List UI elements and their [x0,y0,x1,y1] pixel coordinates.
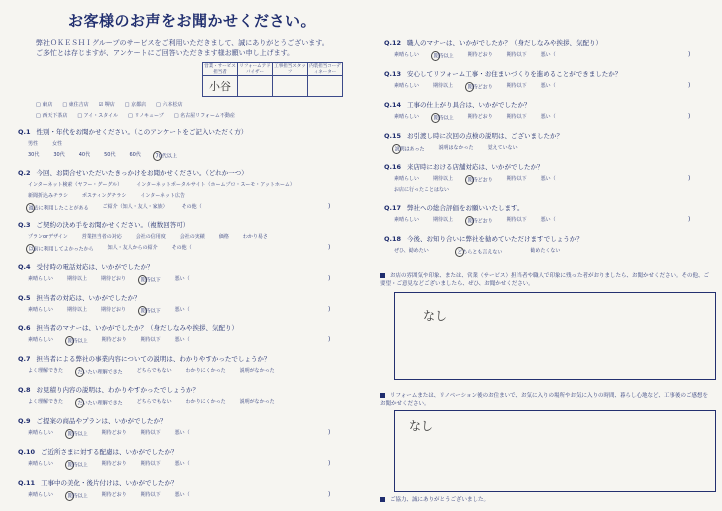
comment2-prompt: リフォームまたは、リノベーション後のお住まいで、お気に入りの場所やお気に入りの時間、暮らし心地など、工事後のご感想をお聞かせください。 [380,393,708,407]
question-q13: Q.13 安心してリフォーム工事・お住まいづくりを進めることができましたか？ [384,70,622,78]
option[interactable]: インターネット広告 [140,193,185,199]
question-q14: Q.14 工事の仕上がり具合は、いかがでしたか？ [384,101,531,109]
question-q10: Q.10 ご近所さまに対する配慮は、いかがでしたか？ [18,448,178,456]
option[interactable]: 素晴らしい [394,176,420,182]
question-q7: Q.7 担当者による弊社の事業内容についての説明は、わかりやすかったでしょうか？ [18,355,271,363]
option[interactable]: 期待以下 [506,83,527,89]
option[interactable]: 期待以下 [506,176,527,182]
option[interactable]: 悪い（ [174,492,190,498]
question-q18: Q.18 今後、お知り合いに弊社を勧めていただけますでしょうか？ [384,235,583,243]
option[interactable]: 説明はなかった [438,145,474,151]
option[interactable]: 素晴らしい [394,83,420,89]
question-q16: Q.16 来店時における店舗対応は、いかがでしたか？ [384,163,544,171]
option-selected[interactable]: どちらとも言えない [457,247,503,257]
option[interactable]: 期待どおり [101,276,127,282]
question-q17: Q.17 弊社への総合評価をお願いいたします。 [384,204,524,212]
option-selected[interactable]: 期待どおり [467,175,493,185]
option[interactable]: 悪い（ [174,307,190,313]
option[interactable]: 期待どおり [467,52,493,58]
option[interactable]: どちらでもない [136,368,172,374]
shop-option[interactable]: □ 名古屋リフォーム不動産 [173,113,235,119]
option[interactable]: 会社の実績 [179,234,205,240]
option[interactable]: 男性 [28,141,39,147]
option[interactable]: わかりにくかった [185,399,226,405]
option[interactable]: 期待どおり [101,307,127,313]
paren-close: ) [328,203,331,210]
option[interactable]: その他（ [181,204,202,210]
option-selected[interactable]: 期待どおり [467,216,493,226]
option[interactable]: 期待以下 [506,52,527,58]
option[interactable]: 素晴らしい [28,307,54,313]
question-q8: Q.8 お見積り内容の説明は、わかりやすかったでしょうか？ [18,386,200,394]
shop-option[interactable]: □ 京都店 [124,102,147,108]
option[interactable]: その他（ [171,245,192,251]
options-q11 [28,491,190,501]
option[interactable]: よく理解できた [28,399,64,405]
paren-close: ) [688,82,691,89]
question-q5: Q.5 担当者の対応は、いかがでしたか？ [18,294,141,302]
options-q16 [394,175,556,185]
option[interactable]: 素晴らしい [28,276,54,282]
options-q18 [394,247,560,257]
option[interactable]: 新聞折込みチラシ [28,193,69,199]
option-selected[interactable]: 70代以上 [155,151,177,161]
options-q16-extra [394,186,449,193]
options-q9 [28,429,190,439]
question-q3: Q.3 ご契約の決め手をお聞かせください。（複数回答可） [18,221,190,229]
option[interactable]: わかりにくかった [185,368,226,374]
options-q1 [28,140,62,147]
question-q12: Q.12 職人のマナーは、いかがでしたか？（身だしなみや挨拶、気配り） [384,39,603,47]
options-q4 [28,275,190,285]
options-q12 [394,51,556,61]
options-q8 [28,398,275,408]
options-q2-row3 [28,203,202,213]
options-q17 [394,216,556,226]
option-selected[interactable]: 以前に利用してよかったから [28,244,94,254]
option[interactable]: 期待以下 [140,430,161,436]
shop-list [36,101,366,123]
option-selected[interactable]: 期待以上 [67,460,88,470]
options-q6 [28,336,190,346]
option[interactable]: 悪い（ [540,217,556,223]
option[interactable]: 素晴らしい [394,52,420,58]
option[interactable]: 悪い（ [540,176,556,182]
option[interactable]: 期待以下 [506,217,527,223]
options-q3-row2 [28,244,192,254]
question-q11: Q.11 工事中の美化・後片付けは、いかがでしたか？ [18,479,178,487]
shop-row [36,112,366,119]
question-q9: Q.9 ご提案の商品やプランは、いかがでしたか？ [18,417,167,425]
option[interactable]: 期待どおり [101,492,127,498]
option[interactable]: 知人・友人からの紹介 [107,245,158,251]
paren-close: ) [688,175,691,182]
option-selected[interactable]: 過去に利用したことがある [28,203,89,213]
option[interactable]: 期待どおり [467,114,493,120]
question-q15: Q.15 お引渡し時に次回の点検の説明は、ございましたか？ [384,132,564,140]
comment2-box[interactable] [394,410,716,492]
shop-option[interactable]: □ アイ・スタイル [77,113,119,119]
options-q7 [28,367,275,377]
paren-close: ) [328,429,331,436]
option-selected[interactable]: 説明はあった [394,144,425,154]
comment1-box[interactable] [394,292,716,380]
option[interactable]: 素晴らしい [28,337,54,343]
question-q2: Q.2 今回、お問合せいただいたきっかけをお聞かせください。（どれか一つ） [18,169,248,177]
option[interactable]: 悪い（ [540,52,556,58]
option[interactable]: 期待以上 [67,276,88,282]
option-selected[interactable]: 期待以上 [67,429,88,439]
staff-header: 工事担当スタッフ [274,64,306,75]
option[interactable]: お店に行ったことはない [394,187,450,193]
option[interactable]: 期待以上 [433,83,454,89]
closing-text: ご協力、誠にありがとうございました。 [380,496,489,504]
options-q3-row1 [28,233,268,240]
option[interactable]: 期待以上 [433,217,454,223]
option[interactable]: 女性 [52,141,63,147]
option-selected[interactable]: だいたい理解できた [77,367,123,377]
staff-header: 営業・サービス担当者 [204,64,236,75]
options-q13 [394,82,556,92]
option-selected[interactable]: 期待どおり [467,82,493,92]
question-q4: Q.4 受付時の電話対応は、いかがでしたか？ [18,263,154,271]
intro-text [36,38,336,58]
option-selected[interactable]: だいたい理解できた [77,398,123,408]
question-q1: Q.1 性別・年代をお聞かせください。（このアンケートをご記入いただく方） [18,128,248,136]
bullet-icon [380,393,385,398]
option-selected[interactable]: 期待以下 [140,275,161,285]
option[interactable]: 悪い（ [174,430,190,436]
option[interactable]: 説明がなかった [239,368,275,374]
option[interactable]: 素晴らしい [28,461,54,467]
option[interactable]: 価格 [218,234,229,240]
bullet-icon [380,497,385,502]
option[interactable]: 悪い（ [174,461,190,467]
shop-option[interactable]: □ 六本松店 [156,102,183,108]
option[interactable]: 期待以下 [140,337,161,343]
staff-header: 内装担当コーディネーター [309,64,341,75]
intro-line: ご多忙とは存じますが、アンケートにご回答いただきます様お願い申し上げます。 [36,49,295,57]
option-selected[interactable]: 期待以上 [433,113,454,123]
paren-close: ) [328,336,331,343]
options-q15 [394,144,518,154]
option-selected[interactable]: 期待以上 [67,336,88,346]
option[interactable]: ご紹介（知人・友人・家族） [102,204,168,210]
options-q5 [28,306,190,316]
paren-close: ) [328,306,331,313]
option[interactable]: どちらでもない [136,399,172,405]
paren-close: ) [688,51,691,58]
option-selected[interactable]: 期待以下 [140,306,161,316]
paren-close: ) [328,491,331,498]
option[interactable]: 悪い（ [174,337,190,343]
option[interactable]: よく理解できた [28,368,64,374]
option-selected[interactable]: 期待以上 [433,51,454,61]
staff-table [202,62,343,97]
shop-option[interactable]: □ 西天下茶店 [36,113,68,119]
option[interactable]: 期待以上 [433,176,454,182]
option[interactable]: プランorデザイン [28,234,68,240]
option[interactable]: インターネット検索（ヤフー・グーグル） [28,182,123,188]
options-q1-age [28,151,177,161]
option[interactable]: 40代 [78,152,91,158]
option[interactable]: 期待どおり [101,337,127,343]
staff-cell[interactable] [203,76,238,97]
option[interactable]: 30代 [28,152,40,158]
options-q2-row2 [28,192,185,199]
question-q6: Q.6 担当者のマナーは、いかがでしたか？（身だしなみや挨拶、気配り） [18,324,239,332]
option[interactable]: 会社の信用度 [135,234,166,240]
option[interactable]: 期待どおり [101,461,127,467]
shop-option[interactable]: □ リノキューブ [128,113,164,119]
option[interactable]: 説明がなかった [239,399,275,405]
option[interactable]: 期待以下 [506,114,527,120]
option[interactable]: わかり易さ [242,234,268,240]
option[interactable]: 期待以下 [140,492,161,498]
bullet-icon [380,273,385,278]
option[interactable]: 素晴らしい [394,217,420,223]
option[interactable]: 悪い（ [174,276,190,282]
staff-cell[interactable] [273,76,308,97]
staff-name: 小谷 [209,80,231,93]
option[interactable]: 期待どおり [101,430,127,436]
option-selected[interactable]: 期待以上 [67,491,88,501]
intro-line: 弊社ＯＫＥＳＨＩグループのサービスをご利用いただきまして、誠にありがとうございます。 [36,39,329,47]
staff-cell[interactable] [308,76,343,97]
shop-option[interactable]: □ 東店 [36,102,53,108]
staff-cell[interactable] [238,76,273,97]
option[interactable]: ポスティングチラシ [82,193,127,199]
option[interactable]: 勧めたくない [530,248,561,254]
option[interactable]: 悪い（ [540,114,556,120]
option[interactable]: 60代 [129,152,141,158]
comment1-answer: なし [423,309,448,323]
comment2-answer: なし [409,419,434,433]
paren-close: ) [328,275,331,282]
shop-option[interactable]: ☑ 堺店 [98,102,115,108]
option[interactable]: インターネットポータルサイト（ホームプロ・スーモ・アットホーム） [136,182,295,188]
left-column [6,0,366,511]
option[interactable]: 素晴らしい [28,430,54,436]
paren-close: ) [688,113,691,120]
option[interactable]: 悪い（ [540,83,556,89]
option[interactable]: 期待以上 [67,307,88,313]
option[interactable]: 30代 [53,152,65,158]
option[interactable]: 期待以下 [140,461,161,467]
paren-close: ) [328,460,331,467]
paren-close: ) [688,216,691,223]
option[interactable]: 素晴らしい [394,114,420,120]
option[interactable]: 営業担当者の対応 [81,234,122,240]
option[interactable]: 素晴らしい [28,492,54,498]
options-q10 [28,460,190,470]
shop-option[interactable]: □ 東住吉店 [62,102,89,108]
right-column [372,0,718,511]
options-q2-row1 [28,181,295,188]
paren-close: ) [328,244,331,251]
comment1-prompt: お店の雰囲気や印象、または、営業（サービス）担当者や職人で印象に残った者がおりましたら、お聞かせください。その他、ご要望・ご意見などございましたら、ぜひ、お聞かせください。 [380,273,710,287]
shop-row [36,101,366,108]
option[interactable]: ぜひ、勧めたい [394,248,429,254]
options-q14 [394,113,556,123]
option[interactable]: 覚えていない [487,145,518,151]
staff-header: リフォームアドバイザー [239,64,271,75]
option[interactable]: 50代 [104,152,116,158]
page-title: お客様のお声をお聞かせください。 [68,12,317,30]
